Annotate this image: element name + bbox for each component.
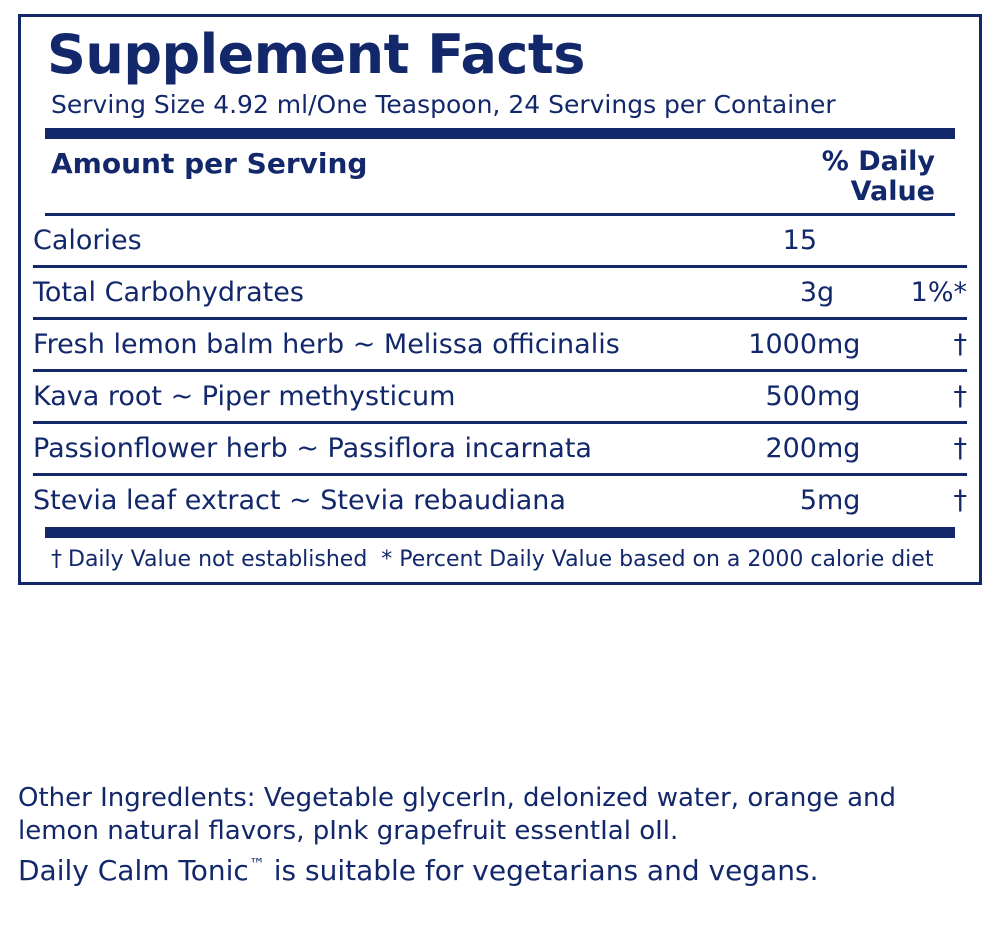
product-name: Daily Calm Tonic	[18, 854, 249, 888]
dagger-symbol: †	[51, 547, 62, 573]
divider-thick-bottom	[45, 527, 955, 538]
amount-per-serving-label: Amount per Serving	[51, 146, 368, 180]
nutrient-daily-value: †	[875, 423, 967, 475]
nutrient-table	[33, 216, 967, 525]
nutrient-name: Stevia leaf extract ~ Stevia rebaudiana	[33, 475, 735, 526]
nutrient-name: Total Carbohydrates	[33, 267, 735, 319]
table-row	[33, 475, 967, 526]
table-row	[33, 216, 967, 267]
daily-value-header-line2: Value	[850, 175, 935, 207]
table-row	[33, 267, 967, 319]
nutrient-value: 200	[735, 423, 817, 475]
nutrient-name: Fresh lemon balm herb ~ Melissa officinalis	[33, 319, 735, 371]
other-ingredients-text: Other Ingredlents: Vegetable glycerIn, delonized water, orange and lemon natural flavors, pInk grapefruit essentIal oIl.	[18, 783, 897, 847]
serving-size-line: Serving Size 4.92 ml/One Teaspoon, 24 Servings per Container	[51, 89, 836, 119]
suitability-suffix: is suitable for vegetarians and vegans.	[264, 854, 819, 888]
dagger-footnote-text: Daily Value not established	[68, 547, 368, 573]
nutrient-value: 500	[735, 371, 817, 423]
nutrient-value: 3	[735, 267, 817, 319]
table-row	[33, 319, 967, 371]
nutrient-name: Calories	[33, 225, 142, 257]
nutrient-unit: mg	[817, 371, 875, 423]
nutrient-value: 15	[782, 225, 817, 257]
nutrient-unit: mg	[817, 423, 875, 475]
divider-thick-top	[45, 128, 955, 139]
daily-value-header-line1: % Daily	[821, 145, 935, 177]
bottom-text-block	[18, 782, 982, 888]
nutrient-unit: mg	[817, 319, 875, 371]
nutrient-daily-value: †	[875, 319, 967, 371]
nutrient-daily-value: 1%*	[875, 267, 967, 319]
nutrient-value: 5	[735, 475, 817, 526]
nutrient-unit: mg	[817, 475, 875, 526]
trademark-symbol: ™	[248, 854, 265, 874]
nutrient-daily-value: †	[875, 475, 967, 526]
daily-value-header	[822, 147, 955, 207]
table-row	[33, 423, 967, 475]
nutrient-value: 1000	[735, 319, 817, 371]
nutrient-unit: g	[817, 267, 875, 319]
nutrient-daily-value: †	[875, 371, 967, 423]
amount-per-serving-row	[45, 147, 955, 207]
footnotes	[45, 547, 955, 572]
nutrient-name: Passionflower herb ~ Passiflora incarnata	[33, 423, 735, 475]
nutrient-unit	[817, 216, 875, 267]
nutrient-daily-value	[875, 216, 967, 267]
suitability-text	[18, 854, 982, 888]
star-footnote-text: * Percent Daily Value based on a 2000 calorie diet	[381, 547, 934, 573]
table-row	[33, 371, 967, 423]
panel-title: Supplement Facts	[47, 23, 585, 86]
supplement-facts-panel	[18, 14, 982, 585]
nutrient-name: Kava root ~ Piper methysticum	[33, 371, 735, 423]
